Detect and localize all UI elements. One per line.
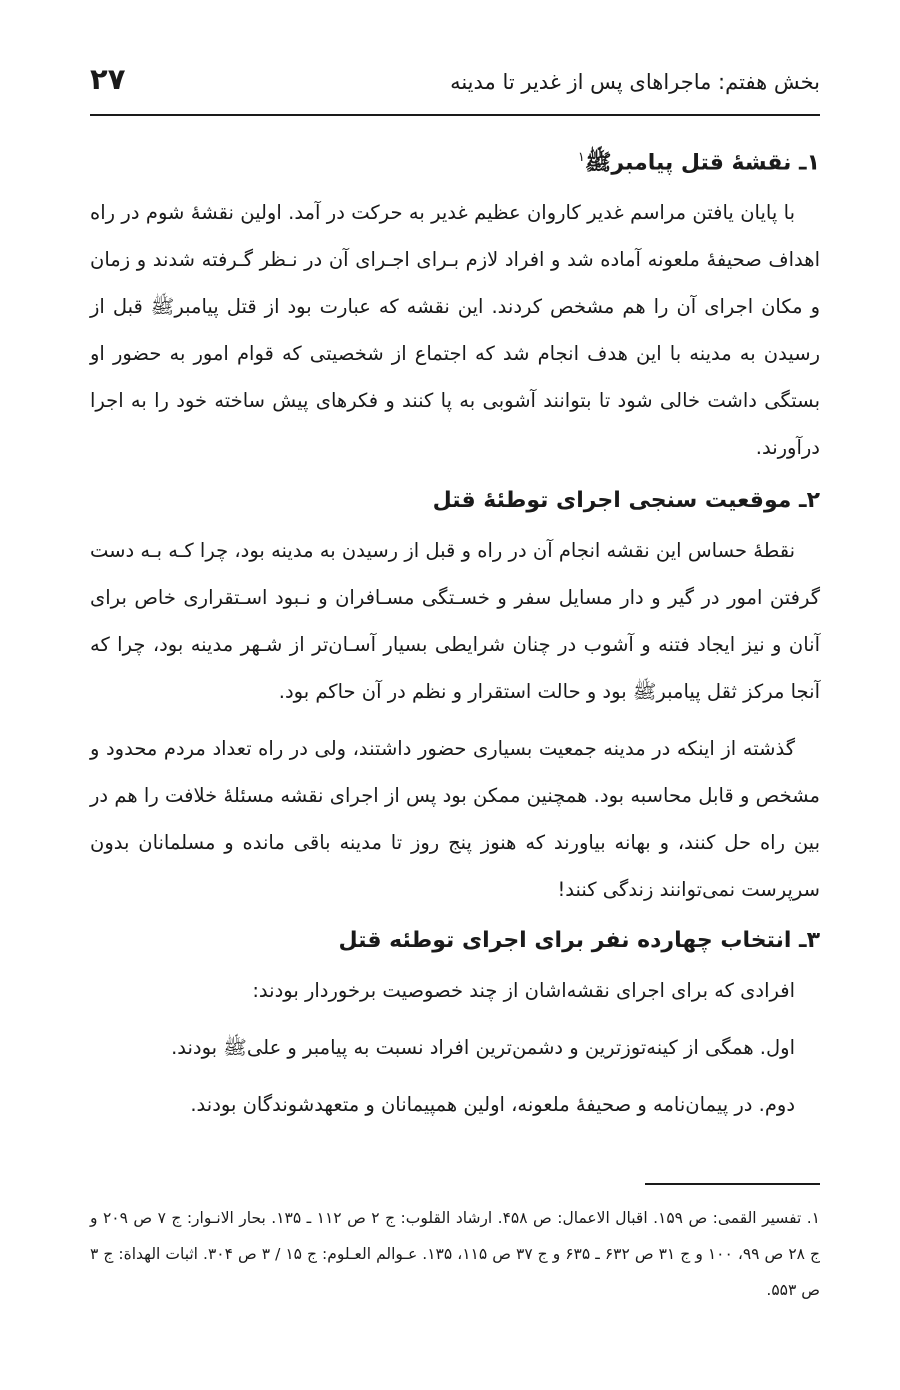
footnote: ۱. تفسیر القمی: ص ۱۵۹. اقبال الاعمال: ص ۴۵۸. ارشاد القلوب: ج ۲ ص ۱۱۲ ـ ۱۳۵. بحار الانـوار: ج ۷ ص ۲۰۹ و ج ۲۸ ص ۹۹، ۱۰۰ و ج ۳۱ ص ۶۳۲ ـ ۶۳۵ و ج ۳۷ ص ۱۱۵، ۱۳۵. عـوالم العـلوم: ج ۱۵ / ۳ ص ۳۰۴. اثبات الهداة: ج ۳ ص ۵۵۳. — [90, 1209, 821, 1299]
paragraph: با پایان یافتن مراسم غدیر کاروان عظیم غدیر به حرکت در آمد. اولین نقشهٔ شوم در راه اهداف صحیفهٔ ملعونه آماده شد و افراد لازم بـرای اجـرای آن در نـظر گـرفته شدند و زمان و مکان اجرای آن را هم مشخص کردند. این نقشه که عبارت بود از قتل پیامبرﷺ قبل از رسیدن به مدینه با این هدف انجام شد که اجتماع از شخصیتی که قوام امور به حضور او بستگی داشت خالی شود تا بتوانند آشوبی به پا کنند و فکرهای پیش ساخته خود را به اجرا درآورند. — [90, 201, 820, 460]
section-heading-2: ۲ـ موقعیت سنجی اجرای توطئهٔ قتل — [432, 488, 820, 514]
paragraph: گذشته از اینکه در مدینه جمعیت بسیاری حضور داشتند، ولی در راه تعداد مردم محدود و مشخص و قابل محاسبه بود. همچنین ممکن بود پس از اجرای نقشه مسئلهٔ خلافت را هم در بین راه حل کنند، و بهانه بیاورند که هنوز پنج روز تا مدینه باقی مانده و مسلمانان بدون سرپرست نمی‌توانند زندگی کنند! — [90, 737, 820, 902]
paragraph: اول. همگی از کینه‌توزترین و دشمن‌ترین افراد نسبت به پیامبر و علیﷺ بودند. — [171, 1036, 795, 1060]
section-heading-1: ۱ـ نقشهٔ قتل پیامبرﷺ$^۱$ — [577, 150, 820, 176]
page-header — [90, 62, 820, 116]
paragraph: نقطهٔ حساس این نقشه انجام آن در راه و قبل از رسیدن به مدینه بود، چرا کـه بـه دست گرفتن امور در گیر و دار مسایل سفر و خسـتگی مسـافران و نـبود اسـتقراری خاص برای آنان و نیز ایجاد فتنه و آشوب در چنان شرایطی بسیار آسـان‌تر از شـهر مدینه بود، چرا که آنجا مرکز ثقل پیامبرﷺ بود و حالت استقرار و نظم در آن حاکم بود. — [90, 539, 820, 704]
paragraph: افرادی که برای اجرای نقشه‌اشان از چند خصوصیت برخوردار بودند: — [252, 979, 795, 1003]
page-number: ۲۷ — [90, 62, 126, 96]
page-body — [90, 132, 820, 1128]
paragraph: دوم. در پیمان‌نامه و صحیفهٔ ملعونه، اولین همپیمانان و متعهدشوندگان بودند. — [190, 1093, 795, 1117]
footnote-marker: ۱ — [577, 150, 585, 165]
running-title: بخش هفتم: ماجراهای پس از غدیر تا مدینه — [450, 70, 820, 94]
section-heading-3: ۳ـ انتخاب چهارده نفر برای اجرای توطئه قتل — [338, 928, 820, 954]
footnote-divider — [645, 1183, 820, 1185]
